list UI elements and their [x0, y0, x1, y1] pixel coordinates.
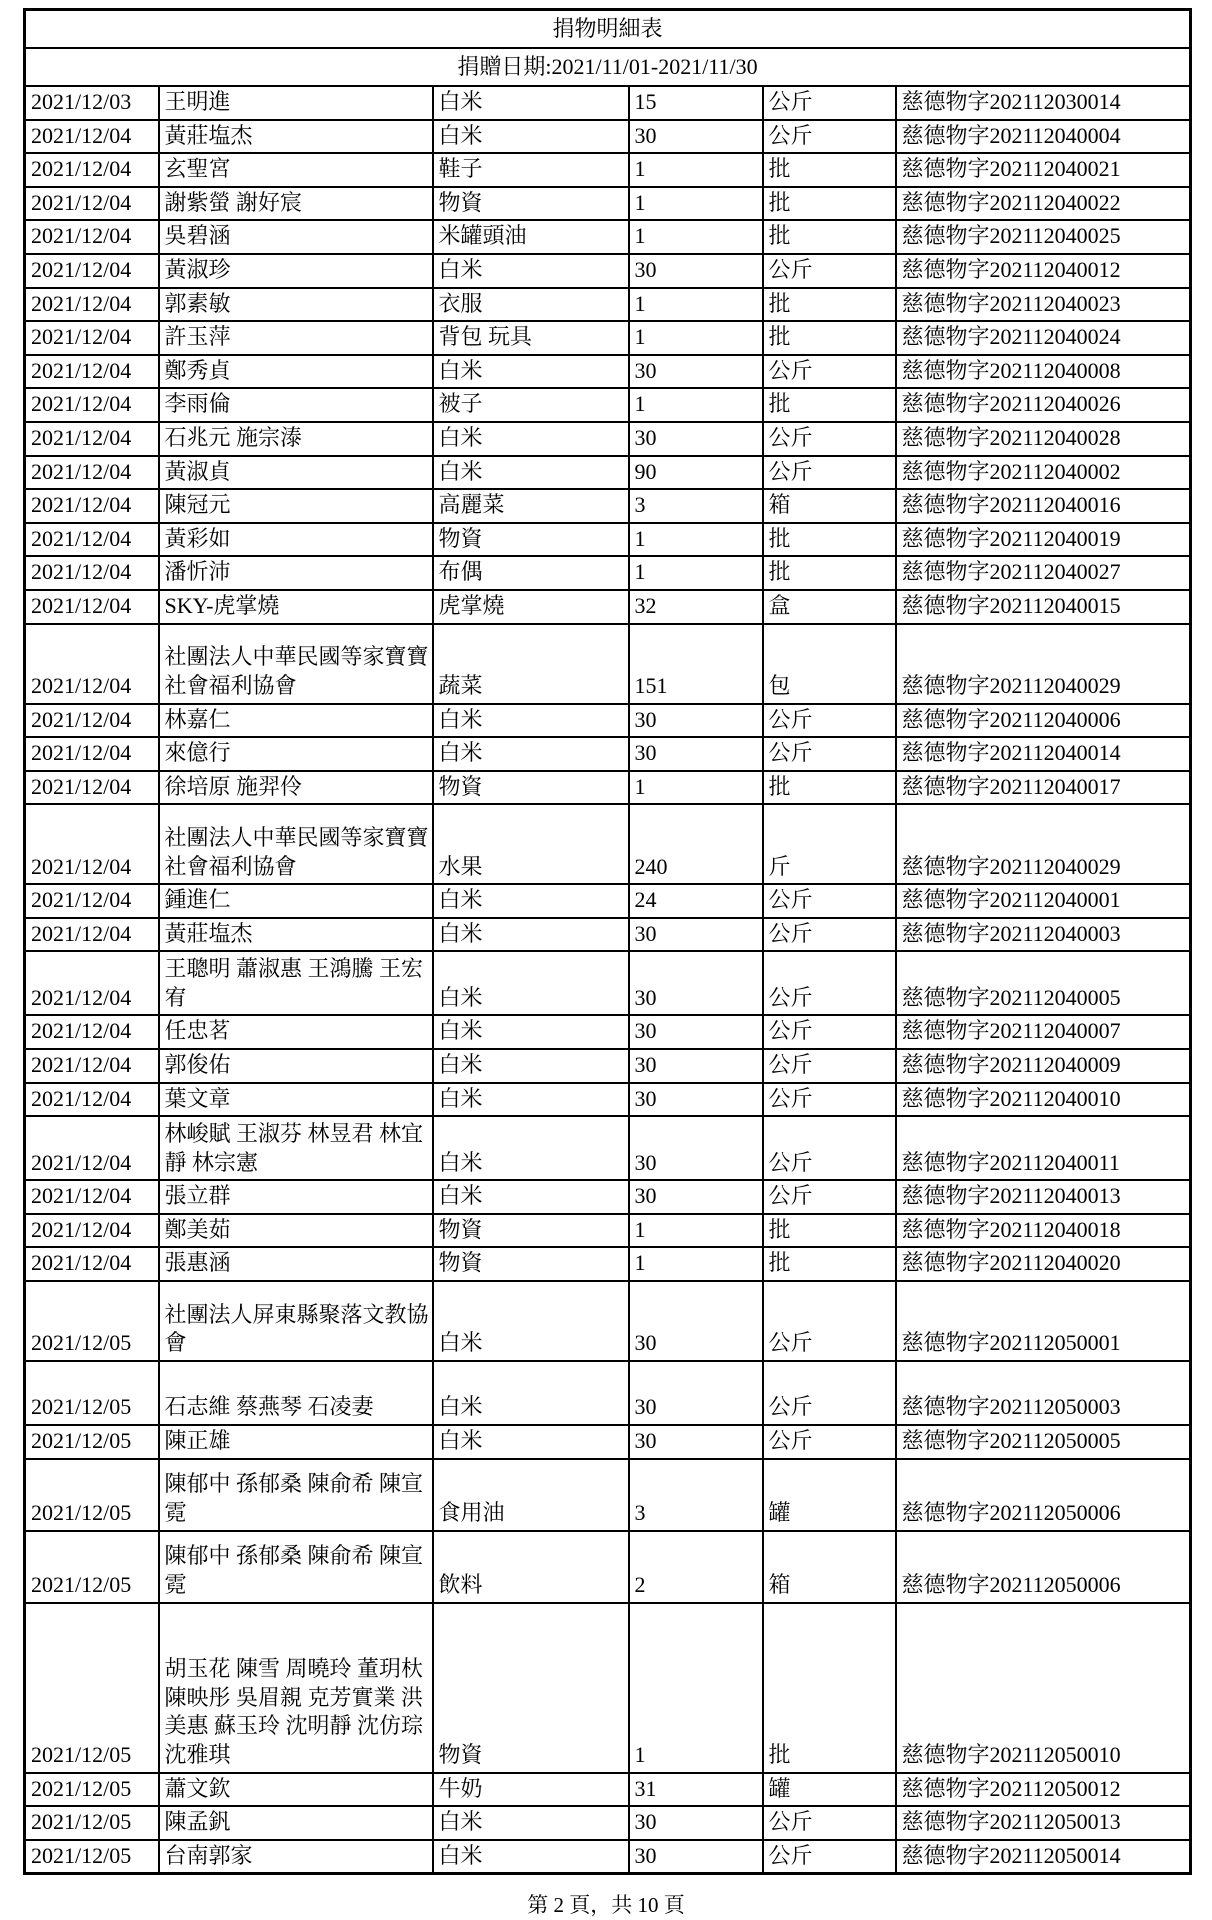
cell-donor: 陳郁中 孫郁桑 陳俞希 陳宣霓	[159, 1459, 433, 1531]
cell-unit: 公斤	[763, 1015, 896, 1049]
cell-donor: 任忠茗	[159, 1015, 433, 1049]
cell-item: 白米	[433, 1425, 629, 1459]
cell-reference: 慈德物字202112040014	[896, 737, 1191, 771]
cell-date: 2021/12/04	[25, 704, 159, 738]
table-row	[25, 254, 1191, 288]
page-footer: 第 2 頁，共 10 頁	[527, 1893, 685, 1918]
cell-item: 白米	[433, 918, 629, 952]
cell-unit: 公斤	[763, 1840, 896, 1874]
cell-reference: 慈德物字202112050014	[896, 1840, 1191, 1874]
table-row	[25, 556, 1191, 590]
cell-item: 飲料	[433, 1531, 629, 1603]
cell-quantity: 1	[629, 321, 763, 355]
cell-unit: 公斤	[763, 1281, 896, 1361]
cell-unit: 公斤	[763, 1361, 896, 1425]
table-row	[25, 1015, 1191, 1049]
cell-quantity: 31	[629, 1773, 763, 1807]
table-row	[25, 489, 1191, 523]
cell-quantity: 1	[629, 187, 763, 221]
cell-unit: 公斤	[763, 456, 896, 490]
cell-item: 白米	[433, 120, 629, 154]
cell-date: 2021/12/04	[25, 153, 159, 187]
cell-item: 物資	[433, 1214, 629, 1248]
cell-unit: 箱	[763, 489, 896, 523]
cell-reference: 慈德物字202112040003	[896, 918, 1191, 952]
cell-reference: 慈德物字202112040006	[896, 704, 1191, 738]
cell-quantity: 1	[629, 153, 763, 187]
cell-quantity: 30	[629, 1116, 763, 1180]
cell-date: 2021/12/04	[25, 422, 159, 456]
cell-donor: 鄭秀貞	[159, 355, 433, 389]
cell-reference: 慈德物字202112040020	[896, 1247, 1191, 1281]
cell-quantity: 30	[629, 1840, 763, 1874]
cell-date: 2021/12/05	[25, 1361, 159, 1425]
cell-date: 2021/12/04	[25, 355, 159, 389]
cell-reference: 慈德物字202112040015	[896, 590, 1191, 624]
cell-item: 白米	[433, 422, 629, 456]
table-row	[25, 1180, 1191, 1214]
cell-date: 2021/12/05	[25, 1281, 159, 1361]
cell-reference: 慈德物字202112040008	[896, 355, 1191, 389]
cell-quantity: 30	[629, 951, 763, 1015]
table-row	[25, 1116, 1191, 1180]
cell-date: 2021/12/05	[25, 1773, 159, 1807]
cell-quantity: 32	[629, 590, 763, 624]
cell-reference: 慈德物字202112040026	[896, 388, 1191, 422]
cell-item: 鞋子	[433, 153, 629, 187]
cell-item: 虎掌燒	[433, 590, 629, 624]
cell-reference: 慈德物字202112040024	[896, 321, 1191, 355]
table-row	[25, 918, 1191, 952]
cell-quantity: 1	[629, 1247, 763, 1281]
cell-item: 蔬菜	[433, 624, 629, 704]
cell-date: 2021/12/04	[25, 804, 159, 884]
title-row	[25, 10, 1191, 49]
cell-item: 白米	[433, 951, 629, 1015]
cell-reference: 慈德物字202112040013	[896, 1180, 1191, 1214]
cell-unit: 公斤	[763, 422, 896, 456]
cell-reference: 慈德物字202112040018	[896, 1214, 1191, 1248]
cell-donor: 王聰明 蕭淑惠 王鴻騰 王宏宥	[159, 951, 433, 1015]
cell-reference: 慈德物字202112040012	[896, 254, 1191, 288]
cell-unit: 公斤	[763, 1180, 896, 1214]
cell-donor: 郭素敏	[159, 288, 433, 322]
table-row	[25, 187, 1191, 221]
cell-item: 白米	[433, 86, 629, 120]
cell-donor: 張惠涵	[159, 1247, 433, 1281]
cell-item: 白米	[433, 1049, 629, 1083]
cell-date: 2021/12/04	[25, 1180, 159, 1214]
cell-unit: 批	[763, 1603, 896, 1773]
cell-unit: 包	[763, 624, 896, 704]
cell-quantity: 30	[629, 1015, 763, 1049]
cell-reference: 慈德物字202112040019	[896, 523, 1191, 557]
cell-item: 白米	[433, 1015, 629, 1049]
cell-date: 2021/12/04	[25, 951, 159, 1015]
table-row	[25, 1281, 1191, 1361]
cell-donor: 黃莊塩杰	[159, 120, 433, 154]
cell-quantity: 1	[629, 220, 763, 254]
table-row	[25, 321, 1191, 355]
cell-quantity: 1	[629, 771, 763, 805]
table-row	[25, 388, 1191, 422]
cell-donor: 李雨倫	[159, 388, 433, 422]
table-row	[25, 1773, 1191, 1807]
cell-unit: 公斤	[763, 86, 896, 120]
cell-donor: 黃莊塩杰	[159, 918, 433, 952]
cell-donor: 郭俊佑	[159, 1049, 433, 1083]
cell-date: 2021/12/04	[25, 1083, 159, 1117]
table-row	[25, 422, 1191, 456]
cell-unit: 批	[763, 556, 896, 590]
table-row	[25, 1806, 1191, 1840]
cell-donor: 林嘉仁	[159, 704, 433, 738]
cell-unit: 盒	[763, 590, 896, 624]
cell-unit: 公斤	[763, 1806, 896, 1840]
cell-date: 2021/12/04	[25, 456, 159, 490]
cell-date: 2021/12/04	[25, 489, 159, 523]
cell-reference: 慈德物字202112040028	[896, 422, 1191, 456]
table-row	[25, 1049, 1191, 1083]
cell-reference: 慈德物字202112040022	[896, 187, 1191, 221]
cell-donor: 葉文章	[159, 1083, 433, 1117]
cell-reference: 慈德物字202112040001	[896, 884, 1191, 918]
cell-reference: 慈德物字202112040005	[896, 951, 1191, 1015]
cell-date: 2021/12/05	[25, 1806, 159, 1840]
donation-rows	[25, 86, 1191, 1874]
table-row	[25, 704, 1191, 738]
table-row	[25, 624, 1191, 704]
table-row	[25, 1531, 1191, 1603]
cell-donor: 鄭美茹	[159, 1214, 433, 1248]
cell-donor: 徐培原 施羿伶	[159, 771, 433, 805]
cell-donor: 張立群	[159, 1180, 433, 1214]
cell-unit: 公斤	[763, 704, 896, 738]
cell-reference: 慈德物字202112050005	[896, 1425, 1191, 1459]
cell-quantity: 24	[629, 884, 763, 918]
cell-quantity: 30	[629, 1425, 763, 1459]
cell-date: 2021/12/05	[25, 1425, 159, 1459]
cell-donor: 社團法人中華民國等家寶寶社會福利協會	[159, 804, 433, 884]
table-row	[25, 1214, 1191, 1248]
cell-quantity: 151	[629, 624, 763, 704]
cell-quantity: 30	[629, 918, 763, 952]
cell-quantity: 3	[629, 1459, 763, 1531]
cell-donor: SKY-虎掌燒	[159, 590, 433, 624]
cell-reference: 慈德物字202112050006	[896, 1459, 1191, 1531]
cell-date: 2021/12/04	[25, 120, 159, 154]
cell-item: 牛奶	[433, 1773, 629, 1807]
table-row	[25, 951, 1191, 1015]
cell-donor: 謝紫螢 謝好宸	[159, 187, 433, 221]
cell-item: 衣服	[433, 288, 629, 322]
cell-donor: 潘忻沛	[159, 556, 433, 590]
cell-item: 物資	[433, 1247, 629, 1281]
cell-donor: 陳正雄	[159, 1425, 433, 1459]
cell-item: 被子	[433, 388, 629, 422]
cell-unit: 批	[763, 153, 896, 187]
cell-item: 白米	[433, 1281, 629, 1361]
cell-quantity: 30	[629, 737, 763, 771]
cell-date: 2021/12/03	[25, 86, 159, 120]
cell-quantity: 30	[629, 1180, 763, 1214]
table-row	[25, 1459, 1191, 1531]
cell-date: 2021/12/04	[25, 737, 159, 771]
table-row	[25, 456, 1191, 490]
cell-date: 2021/12/04	[25, 1015, 159, 1049]
cell-item: 白米	[433, 1840, 629, 1874]
cell-quantity: 30	[629, 1083, 763, 1117]
cell-reference: 慈德物字202112040004	[896, 120, 1191, 154]
cell-reference: 慈德物字202112050010	[896, 1603, 1191, 1773]
cell-quantity: 30	[629, 120, 763, 154]
cell-unit: 批	[763, 523, 896, 557]
cell-date: 2021/12/04	[25, 187, 159, 221]
cell-unit: 公斤	[763, 120, 896, 154]
cell-unit: 公斤	[763, 951, 896, 1015]
cell-reference: 慈德物字202112040025	[896, 220, 1191, 254]
page-title: 捐物明細表	[25, 10, 1191, 49]
cell-reference: 慈德物字202112050012	[896, 1773, 1191, 1807]
cell-reference: 慈德物字202112040009	[896, 1049, 1191, 1083]
cell-unit: 罐	[763, 1459, 896, 1531]
cell-date: 2021/12/05	[25, 1459, 159, 1531]
cell-date: 2021/12/04	[25, 918, 159, 952]
cell-unit: 批	[763, 1214, 896, 1248]
cell-reference: 慈德物字202112040021	[896, 153, 1191, 187]
cell-quantity: 1	[629, 1603, 763, 1773]
cell-date: 2021/12/04	[25, 771, 159, 805]
cell-item: 白米	[433, 456, 629, 490]
cell-quantity: 30	[629, 422, 763, 456]
cell-unit: 批	[763, 771, 896, 805]
cell-donor: 石志維 蔡燕琴 石凌妻	[159, 1361, 433, 1425]
cell-date: 2021/12/04	[25, 1116, 159, 1180]
table-row	[25, 288, 1191, 322]
cell-donor: 玄聖宮	[159, 153, 433, 187]
cell-donor: 陳冠元	[159, 489, 433, 523]
cell-item: 水果	[433, 804, 629, 884]
table-row	[25, 804, 1191, 884]
cell-unit: 公斤	[763, 1049, 896, 1083]
cell-quantity: 2	[629, 1531, 763, 1603]
table-row	[25, 1083, 1191, 1117]
cell-donor: 來億行	[159, 737, 433, 771]
table-row	[25, 220, 1191, 254]
cell-unit: 批	[763, 321, 896, 355]
cell-unit: 公斤	[763, 737, 896, 771]
table-row	[25, 355, 1191, 389]
cell-item: 物資	[433, 523, 629, 557]
cell-quantity: 30	[629, 355, 763, 389]
cell-unit: 公斤	[763, 1083, 896, 1117]
cell-item: 米罐頭油	[433, 220, 629, 254]
cell-item: 布偶	[433, 556, 629, 590]
table-row	[25, 737, 1191, 771]
cell-date: 2021/12/04	[25, 590, 159, 624]
cell-donor: 社團法人中華民國等家寶寶社會福利協會	[159, 624, 433, 704]
table-row	[25, 1247, 1191, 1281]
subtitle-row	[25, 48, 1191, 86]
cell-date: 2021/12/05	[25, 1840, 159, 1874]
cell-unit: 公斤	[763, 918, 896, 952]
cell-date: 2021/12/05	[25, 1531, 159, 1603]
cell-item: 物資	[433, 1603, 629, 1773]
table-row	[25, 884, 1191, 918]
cell-item: 食用油	[433, 1459, 629, 1531]
cell-date: 2021/12/04	[25, 556, 159, 590]
cell-item: 白米	[433, 1806, 629, 1840]
cell-date: 2021/12/04	[25, 523, 159, 557]
table-row	[25, 153, 1191, 187]
cell-quantity: 30	[629, 704, 763, 738]
cell-date: 2021/12/04	[25, 388, 159, 422]
cell-item: 背包 玩具	[433, 321, 629, 355]
cell-reference: 慈德物字202112040027	[896, 556, 1191, 590]
cell-unit: 批	[763, 1247, 896, 1281]
cell-quantity: 1	[629, 1214, 763, 1248]
cell-unit: 斤	[763, 804, 896, 884]
table-row	[25, 1603, 1191, 1773]
cell-donor: 社團法人屏東縣聚落文教協會	[159, 1281, 433, 1361]
cell-reference: 慈德物字202112050013	[896, 1806, 1191, 1840]
cell-donor: 胡玉花 陳雪 周曉玲 董玥杕 陳映彤 吳眉親 克芳實業 洪美惠 蘇玉玲 沈明靜 沈仿琮 沈雅琪	[159, 1603, 433, 1773]
cell-reference: 慈德物字202112040017	[896, 771, 1191, 805]
cell-unit: 公斤	[763, 1116, 896, 1180]
cell-item: 物資	[433, 187, 629, 221]
cell-quantity: 30	[629, 1049, 763, 1083]
cell-quantity: 30	[629, 254, 763, 288]
cell-donor: 蕭文欽	[159, 1773, 433, 1807]
cell-reference: 慈德物字202112050001	[896, 1281, 1191, 1361]
cell-unit: 批	[763, 220, 896, 254]
cell-quantity: 90	[629, 456, 763, 490]
table-row	[25, 86, 1191, 120]
cell-quantity: 30	[629, 1281, 763, 1361]
cell-donor: 陳郁中 孫郁桑 陳俞希 陳宣霓	[159, 1531, 433, 1603]
cell-donor: 王明進	[159, 86, 433, 120]
table-row	[25, 120, 1191, 154]
cell-donor: 黃淑貞	[159, 456, 433, 490]
cell-quantity: 3	[629, 489, 763, 523]
cell-date: 2021/12/04	[25, 884, 159, 918]
cell-reference: 慈德物字202112050003	[896, 1361, 1191, 1425]
cell-unit: 公斤	[763, 1425, 896, 1459]
cell-reference: 慈德物字202112050006	[896, 1531, 1191, 1603]
cell-quantity: 1	[629, 523, 763, 557]
table-row	[25, 1840, 1191, 1874]
table-row	[25, 590, 1191, 624]
table-row	[25, 771, 1191, 805]
cell-reference: 慈德物字202112040029	[896, 804, 1191, 884]
cell-unit: 批	[763, 388, 896, 422]
cell-date: 2021/12/04	[25, 624, 159, 704]
cell-quantity: 30	[629, 1361, 763, 1425]
cell-donor: 台南郭家	[159, 1840, 433, 1874]
cell-date: 2021/12/04	[25, 288, 159, 322]
cell-quantity: 1	[629, 388, 763, 422]
cell-date: 2021/12/04	[25, 321, 159, 355]
table-row	[25, 523, 1191, 557]
cell-unit: 公斤	[763, 355, 896, 389]
cell-date: 2021/12/04	[25, 254, 159, 288]
cell-date: 2021/12/05	[25, 1603, 159, 1773]
cell-item: 白米	[433, 1083, 629, 1117]
cell-reference: 慈德物字202112040007	[896, 1015, 1191, 1049]
cell-item: 白米	[433, 1180, 629, 1214]
donation-table	[23, 8, 1192, 1875]
date-range: 捐贈日期:2021/11/01-2021/11/30	[25, 48, 1191, 86]
cell-item: 物資	[433, 771, 629, 805]
cell-item: 白米	[433, 737, 629, 771]
cell-reference: 慈德物字202112040029	[896, 624, 1191, 704]
cell-unit: 批	[763, 187, 896, 221]
cell-unit: 公斤	[763, 884, 896, 918]
cell-donor: 石兆元 施宗溙	[159, 422, 433, 456]
cell-date: 2021/12/04	[25, 220, 159, 254]
cell-item: 白米	[433, 254, 629, 288]
cell-item: 白米	[433, 704, 629, 738]
cell-item: 高麗菜	[433, 489, 629, 523]
cell-item: 白米	[433, 355, 629, 389]
cell-date: 2021/12/04	[25, 1049, 159, 1083]
cell-reference: 慈德物字202112040002	[896, 456, 1191, 490]
table-row	[25, 1361, 1191, 1425]
cell-donor: 鍾進仁	[159, 884, 433, 918]
cell-unit: 罐	[763, 1773, 896, 1807]
cell-donor: 陳孟釩	[159, 1806, 433, 1840]
cell-donor: 許玉萍	[159, 321, 433, 355]
cell-donor: 黃彩如	[159, 523, 433, 557]
cell-reference: 慈德物字202112040016	[896, 489, 1191, 523]
cell-reference: 慈德物字202112040011	[896, 1116, 1191, 1180]
cell-quantity: 30	[629, 1806, 763, 1840]
cell-donor: 吳碧涵	[159, 220, 433, 254]
table-row	[25, 1425, 1191, 1459]
cell-quantity: 1	[629, 556, 763, 590]
cell-unit: 公斤	[763, 254, 896, 288]
cell-item: 白米	[433, 1361, 629, 1425]
cell-quantity: 1	[629, 288, 763, 322]
cell-reference: 慈德物字202112040023	[896, 288, 1191, 322]
cell-item: 白米	[433, 884, 629, 918]
cell-unit: 箱	[763, 1531, 896, 1603]
cell-item: 白米	[433, 1116, 629, 1180]
cell-quantity: 240	[629, 804, 763, 884]
cell-donor: 黃淑珍	[159, 254, 433, 288]
cell-reference: 慈德物字202112030014	[896, 86, 1191, 120]
cell-date: 2021/12/04	[25, 1247, 159, 1281]
cell-reference: 慈德物字202112040010	[896, 1083, 1191, 1117]
cell-date: 2021/12/04	[25, 1214, 159, 1248]
cell-quantity: 15	[629, 86, 763, 120]
cell-donor: 林峻賦 王淑芬 林昱君 林宜靜 林宗憲	[159, 1116, 433, 1180]
cell-unit: 批	[763, 288, 896, 322]
